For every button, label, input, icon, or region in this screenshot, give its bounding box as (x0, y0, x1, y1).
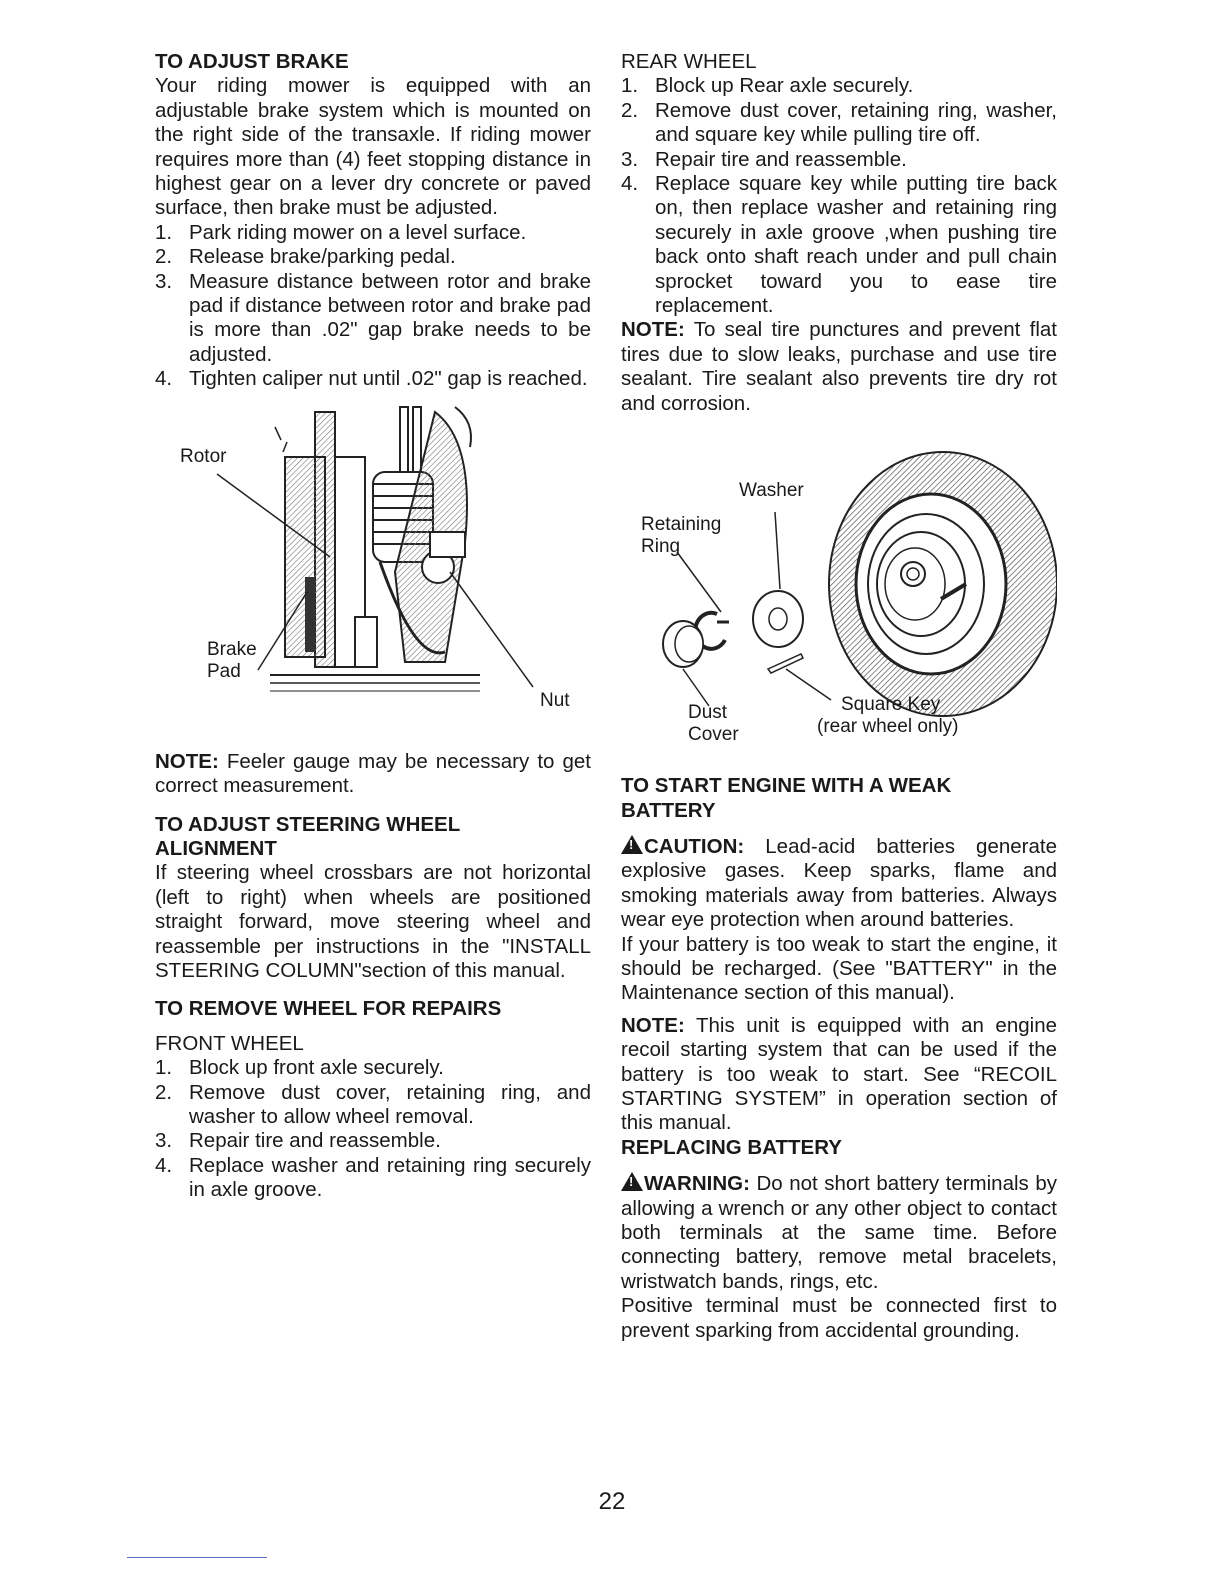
step-text: Release brake/parking pedal. (189, 245, 456, 269)
warning-block (621, 1172, 1057, 1294)
step-text: Measure distance between rotor and brake pad if distance between rotor and brake pad is more than .02" gap brake needs to be adjusted. (189, 269, 591, 366)
list-item (155, 1056, 591, 1080)
caution-text: Lead-acid batteries generate explosive gases. Keep sparks, flame and smoking materials away from batteries. Always wear eye protection when around batteries. (621, 834, 1057, 932)
step-text: Block up front axle securely. (189, 1056, 444, 1080)
step-text: Remove dust cover, retaining ring, washer, and square key while pulling tire off. (655, 98, 1057, 147)
replacing-battery-heading: REPLACING BATTERY (621, 1135, 842, 1159)
step-number: 1. (155, 220, 173, 244)
list-item (155, 367, 591, 391)
step-text: Replace square key while putting tire back on, then replace washer and retaining ring securely in axle groove ,when pushing tire back onto shaft reach under and pull chain sprocket toward you to ease tire replacement. (655, 172, 1057, 318)
list-item (155, 1129, 591, 1153)
step-text: Tighten caliper nut until .02" gap is reached. (189, 367, 588, 391)
list-item (621, 172, 1057, 318)
retaining-label: Retaining (641, 514, 722, 536)
list-item (155, 1154, 591, 1203)
brake-intro: Your riding mower is equipped with an adjustable brake system which is mounted on the right side of the transaxle. If riding mower requires more than (4) feet stopping distance in highest gear on a lever dry concrete or paved surface, then brake must be adjusted. (155, 74, 591, 220)
step-text: Replace washer and retaining ring securely in axle groove. (189, 1153, 591, 1202)
ring-label: Ring (641, 536, 681, 558)
caution-block (621, 835, 1057, 933)
note-label: NOTE: (621, 1013, 685, 1037)
brake-figure (155, 402, 591, 732)
list-item (155, 245, 591, 269)
note-text: This unit is equipped with an engine recoil starting system that can be used if the battery is too weak to start. See “RECOIL STARTING SYSTEM” in operation section of this manual. (621, 1013, 1057, 1135)
brake-label: Brake (207, 638, 257, 660)
brake-steps (155, 221, 591, 392)
note-label: NOTE: (155, 749, 219, 773)
left-column (155, 50, 591, 1203)
footer-rule (127, 1557, 267, 1558)
replacing-battery-body: Positive terminal must be connected first to prevent sparking from accidental grounding. (621, 1294, 1057, 1342)
nut-label: Nut (540, 689, 570, 711)
brake-note (155, 750, 591, 799)
step-number: 2. (621, 98, 639, 122)
step-number: 4. (155, 1153, 173, 1177)
warning-triangle-icon (621, 835, 643, 854)
list-item (155, 270, 591, 368)
steering-heading-2: ALIGNMENT (155, 836, 277, 860)
step-number: 4. (155, 367, 173, 391)
step-number: 1. (155, 1056, 173, 1080)
washer-label: Washer (739, 480, 804, 502)
list-item (621, 99, 1057, 148)
step-text: Repair tire and reassemble. (189, 1129, 441, 1153)
step-text: Remove dust cover, retaining ring, and washer to allow wheel removal. (189, 1080, 591, 1128)
list-item (155, 1081, 591, 1130)
weak-battery-heading-2: BATTERY (621, 798, 716, 822)
note-text: To seal tire punctures and prevent flat tires due to slow leaks, purchase and use tire sealant. Tire sealant also prevents tire dry rot and corrosion. (621, 318, 1057, 415)
note-label: NOTE: (621, 318, 685, 342)
step-text: Repair tire and reassemble. (655, 147, 907, 171)
rear-wheel-steps (621, 74, 1057, 318)
weak-battery-heading-1: TO START ENGINE WITH A WEAK (621, 774, 952, 798)
tire-sealant-note (621, 318, 1057, 416)
front-wheel-title: FRONT WHEEL (155, 1031, 304, 1055)
step-number: 3. (621, 147, 639, 171)
step-number: 3. (155, 269, 173, 293)
warning-label: WARNING: (644, 1172, 750, 1196)
wheel-figure (621, 444, 1057, 764)
recoil-note (621, 1014, 1057, 1136)
step-number: 3. (155, 1129, 173, 1153)
square-key-label: Square Key (841, 694, 941, 716)
steering-heading-1: TO ADJUST STEERING WHEEL (155, 812, 461, 836)
list-item (621, 148, 1057, 172)
steering-body: If steering wheel crossbars are not horizontal (left to right) when wheels are positioned straight forward, move steering wheel and reassemble per instructions in the "INSTALL STEERING COLUMN"section of this manual. (155, 861, 591, 982)
remove-wheel-heading: TO REMOVE WHEEL FOR REPAIRS (155, 997, 502, 1021)
step-text: Block up Rear axle securely. (655, 74, 914, 98)
rotor-label: Rotor (180, 445, 227, 467)
note-text: Feeler gauge may be necessary to get correct measurement. (155, 749, 591, 798)
step-number: 4. (621, 172, 639, 196)
list-item (155, 221, 591, 245)
rear-wheel-only-label: (rear wheel only) (817, 716, 959, 738)
pad-label: Pad (207, 660, 241, 682)
step-number: 2. (155, 1080, 173, 1104)
warning-triangle-icon (621, 1172, 643, 1191)
brake-heading: TO ADJUST BRAKE (155, 50, 349, 73)
rear-wheel-title: REAR WHEEL (621, 50, 757, 73)
dust-label: Dust (688, 702, 728, 724)
front-wheel-steps (155, 1056, 591, 1202)
page-number: 22 (598, 1488, 626, 1515)
step-number: 2. (155, 245, 173, 269)
right-column (621, 50, 1057, 1343)
list-item (621, 74, 1057, 98)
cover-label: Cover (688, 724, 739, 746)
step-number: 1. (621, 74, 639, 98)
weak-battery-body: If your battery is too weak to start the engine, it should be recharged. (See "BATTERY" in the Maintenance section of this manual). (621, 932, 1057, 1005)
caution-label: CAUTION: (644, 834, 745, 858)
step-text: Park riding mower on a level surface. (189, 220, 527, 244)
warning-text: Do not short battery terminals by allowing a wrench or any other object to contact both terminals at the same time. Before connecting battery, remove metal bracelets, wristwatch bands, rings, etc. (621, 1172, 1057, 1293)
